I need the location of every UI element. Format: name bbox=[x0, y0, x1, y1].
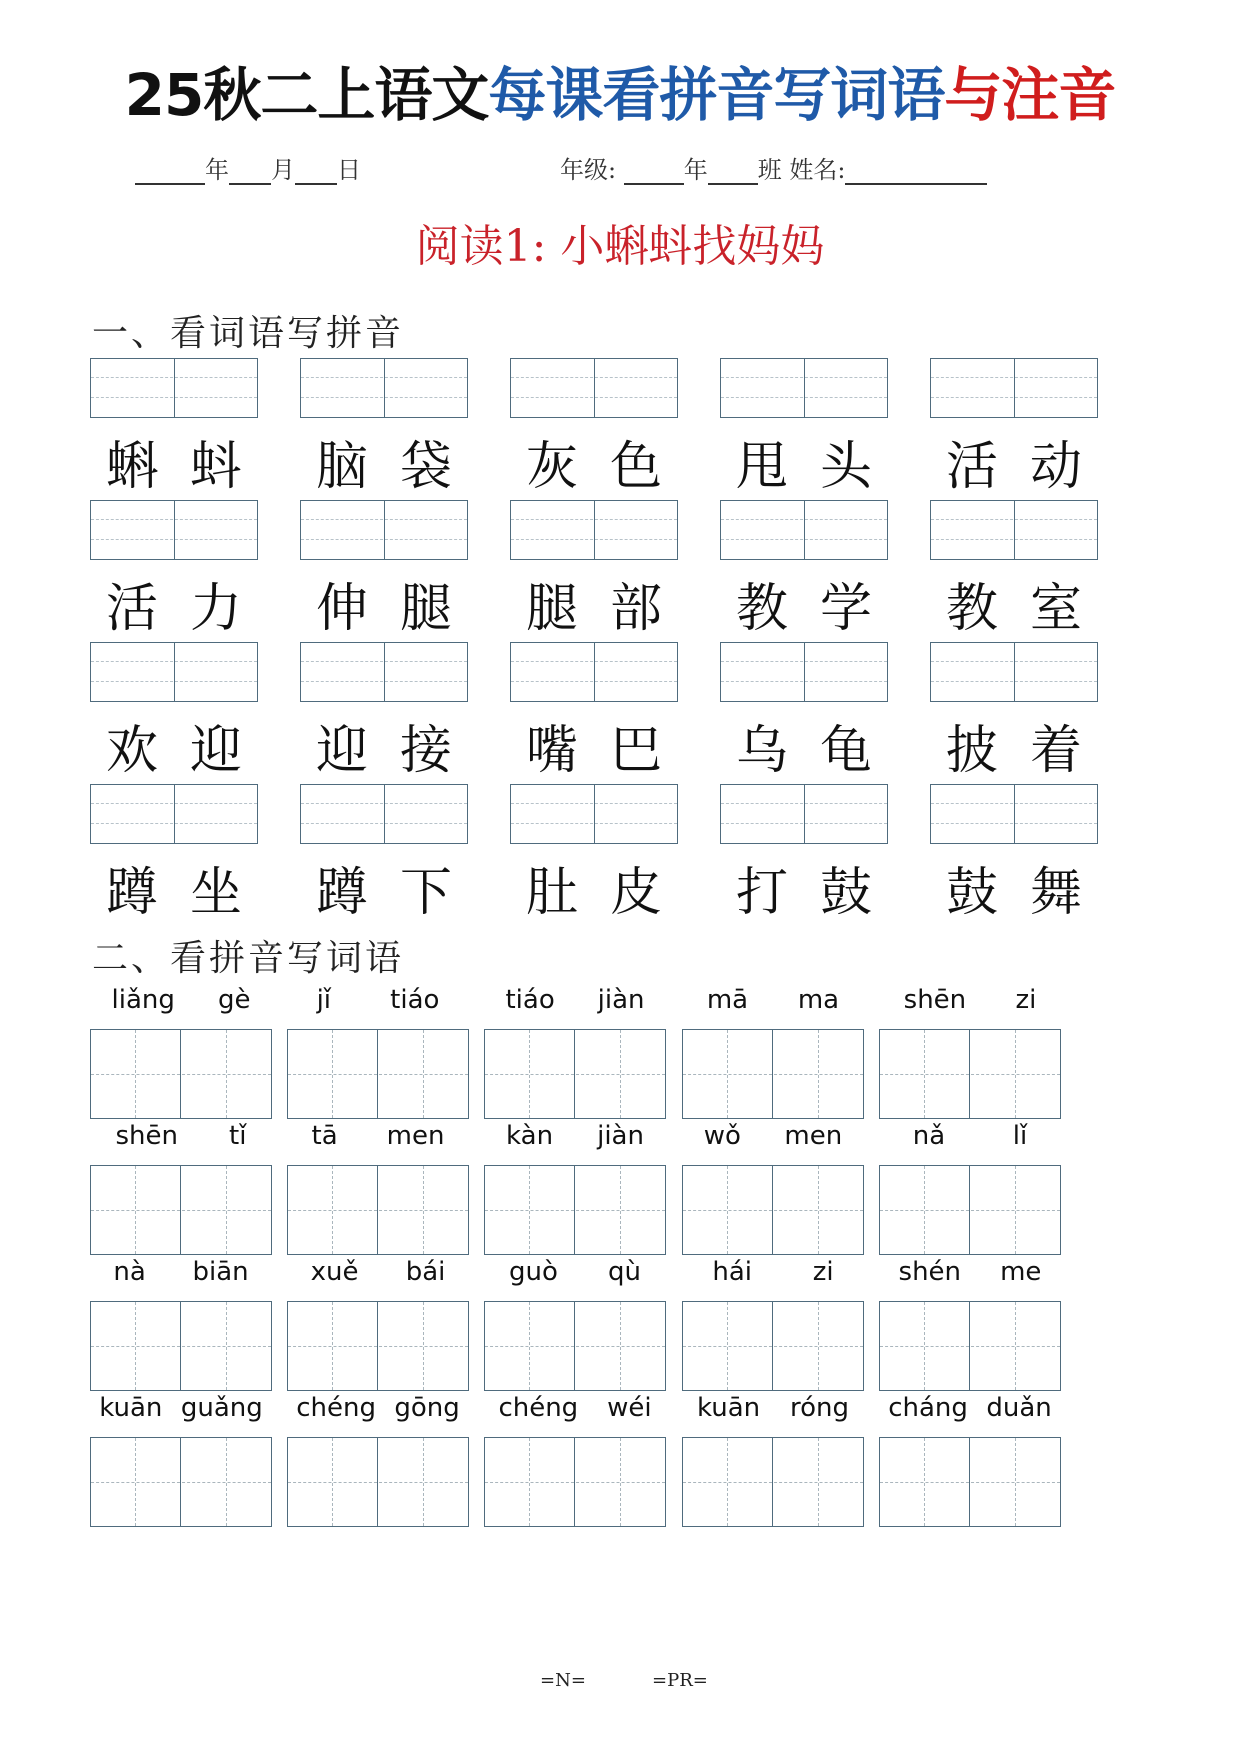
pinyin-syllable: kuān bbox=[696, 1393, 761, 1423]
word-characters bbox=[90, 850, 258, 925]
word-item bbox=[510, 642, 680, 782]
word-characters bbox=[720, 566, 888, 641]
word-item bbox=[90, 500, 260, 640]
pinyin-writing-box[interactable] bbox=[90, 642, 258, 702]
pinyin-syllable: zi bbox=[1015, 985, 1037, 1015]
pinyin-item bbox=[484, 1257, 666, 1393]
character-writing-box[interactable] bbox=[90, 1301, 272, 1391]
hanzi-char: 袋 bbox=[399, 437, 452, 497]
day-blank[interactable] bbox=[295, 161, 337, 185]
pinyin-writing-box[interactable] bbox=[930, 642, 1098, 702]
word-characters bbox=[90, 424, 258, 499]
pinyin-syllable: shēn bbox=[903, 985, 967, 1015]
hanzi-char: 学 bbox=[819, 579, 872, 639]
footer-mark-left: =N= bbox=[540, 1670, 586, 1691]
pinyin-syllable: tiáo bbox=[390, 985, 440, 1015]
pinyin-item bbox=[484, 1393, 666, 1529]
hanzi-char: 室 bbox=[1029, 579, 1082, 639]
pinyin-item bbox=[879, 1121, 1061, 1257]
hanzi-char: 蹲 bbox=[105, 863, 158, 923]
pinyin-item bbox=[287, 1121, 469, 1257]
pinyin-syllable: duǎn bbox=[986, 1393, 1052, 1423]
pinyin-item bbox=[484, 1121, 666, 1257]
pinyin-label bbox=[879, 1121, 1061, 1151]
pinyin-writing-box[interactable] bbox=[720, 642, 888, 702]
year-label: 年 bbox=[205, 156, 229, 184]
date-line bbox=[135, 150, 361, 185]
name-blank[interactable] bbox=[845, 161, 987, 185]
pinyin-syllable: nǎ bbox=[912, 1121, 946, 1151]
pinyin-item bbox=[879, 1393, 1061, 1529]
word-item bbox=[930, 500, 1100, 640]
hanzi-char: 巴 bbox=[609, 721, 662, 781]
pinyin-syllable: kàn bbox=[506, 1121, 554, 1151]
pinyin-syllable: kuān bbox=[99, 1393, 163, 1423]
pinyin-syllable: shén bbox=[898, 1257, 962, 1287]
hanzi-char: 部 bbox=[609, 579, 662, 639]
pinyin-syllable: tiáo bbox=[505, 985, 555, 1015]
pinyin-syllable: liǎng bbox=[111, 985, 175, 1015]
pinyin-label bbox=[879, 1393, 1061, 1423]
hanzi-char: 活 bbox=[105, 579, 158, 639]
lesson-title: 阅读1: 小蝌蚪找妈妈 bbox=[415, 221, 825, 272]
pinyin-syllable: guò bbox=[509, 1257, 558, 1287]
character-writing-box[interactable] bbox=[879, 1301, 1061, 1391]
title-part-task: 每课看拼音写词语 bbox=[488, 61, 945, 129]
pinyin-writing-box[interactable] bbox=[90, 784, 258, 844]
pinyin-label bbox=[287, 985, 469, 1015]
word-item bbox=[930, 358, 1100, 498]
grade-label: 年级: bbox=[560, 156, 617, 184]
word-item bbox=[90, 358, 260, 498]
pinyin-syllable: chéng bbox=[498, 1393, 579, 1423]
pinyin-item bbox=[682, 1257, 864, 1393]
hanzi-char: 蝌 bbox=[105, 437, 158, 497]
word-item bbox=[930, 642, 1100, 782]
hanzi-char: 灰 bbox=[525, 437, 578, 497]
character-writing-box[interactable] bbox=[90, 1437, 272, 1527]
word-characters bbox=[300, 708, 468, 783]
character-writing-box[interactable] bbox=[879, 1165, 1061, 1255]
hanzi-char: 舞 bbox=[1029, 863, 1082, 923]
character-writing-box[interactable] bbox=[90, 1165, 272, 1255]
pinyin-syllable: guǎng bbox=[180, 1393, 263, 1423]
pinyin-label bbox=[682, 985, 864, 1015]
pinyin-syllable: róng bbox=[790, 1393, 850, 1423]
word-item bbox=[720, 358, 890, 498]
character-writing-box[interactable] bbox=[484, 1437, 666, 1527]
hanzi-char: 腿 bbox=[399, 579, 452, 639]
pinyin-writing-box[interactable] bbox=[720, 784, 888, 844]
pinyin-label bbox=[484, 1393, 666, 1423]
pinyin-syllable: lǐ bbox=[1012, 1121, 1028, 1151]
hanzi-char: 教 bbox=[735, 579, 788, 639]
pinyin-writing-box[interactable] bbox=[300, 642, 468, 702]
word-item bbox=[930, 784, 1100, 924]
character-writing-box[interactable] bbox=[287, 1165, 469, 1255]
pinyin-label bbox=[879, 985, 1061, 1015]
hanzi-char: 鼓 bbox=[945, 863, 998, 923]
word-characters bbox=[90, 708, 258, 783]
pinyin-writing-box[interactable] bbox=[930, 358, 1098, 418]
month-label: 月 bbox=[271, 156, 295, 184]
title-part-grade: 25秋二上语文 bbox=[124, 61, 489, 129]
hanzi-char: 乌 bbox=[735, 721, 788, 781]
pinyin-syllable: jiàn bbox=[597, 985, 645, 1015]
pinyin-syllable: zi bbox=[812, 1257, 834, 1287]
character-writing-box[interactable] bbox=[90, 1029, 272, 1119]
pinyin-label bbox=[287, 1121, 469, 1151]
word-item bbox=[90, 642, 260, 782]
hanzi-char: 下 bbox=[399, 863, 452, 923]
word-characters bbox=[510, 566, 678, 641]
character-writing-box[interactable] bbox=[879, 1029, 1061, 1119]
character-writing-box[interactable] bbox=[287, 1437, 469, 1527]
word-item bbox=[510, 500, 680, 640]
hanzi-char: 伸 bbox=[315, 579, 368, 639]
pinyin-syllable: wéi bbox=[607, 1393, 652, 1423]
title-part-phonetic: 与注音 bbox=[944, 61, 1116, 129]
class-label: 班 bbox=[757, 156, 782, 184]
pinyin-label bbox=[484, 985, 666, 1015]
word-characters bbox=[720, 850, 888, 925]
month-blank[interactable] bbox=[229, 161, 271, 185]
character-writing-box[interactable] bbox=[879, 1437, 1061, 1527]
pinyin-syllable: qù bbox=[607, 1257, 641, 1287]
footer-mark-right: =PR= bbox=[652, 1670, 708, 1691]
word-item bbox=[300, 784, 470, 924]
section2-heading: 二、看拼音写词语 bbox=[92, 938, 405, 979]
word-item bbox=[300, 358, 470, 498]
pinyin-syllable: men bbox=[386, 1121, 445, 1151]
pinyin-writing-box[interactable] bbox=[720, 358, 888, 418]
pinyin-syllable: men bbox=[784, 1121, 843, 1151]
hanzi-char: 活 bbox=[945, 437, 998, 497]
pinyin-syllable: ma bbox=[797, 985, 840, 1015]
worksheet-title bbox=[0, 48, 1240, 132]
pinyin-writing-box[interactable] bbox=[300, 358, 468, 418]
word-characters bbox=[720, 708, 888, 783]
pinyin-syllable: shēn bbox=[115, 1121, 179, 1151]
character-writing-box[interactable] bbox=[287, 1029, 469, 1119]
word-item bbox=[300, 642, 470, 782]
pinyin-syllable: biān bbox=[192, 1257, 249, 1287]
word-item bbox=[720, 784, 890, 924]
pinyin-label bbox=[682, 1121, 864, 1151]
character-writing-box[interactable] bbox=[484, 1301, 666, 1391]
pinyin-syllable: xuě bbox=[310, 1257, 359, 1287]
hanzi-char: 欢 bbox=[105, 721, 158, 781]
pinyin-syllable: tā bbox=[311, 1121, 338, 1151]
pinyin-label bbox=[682, 1393, 864, 1423]
pinyin-label bbox=[879, 1257, 1061, 1287]
word-item bbox=[720, 500, 890, 640]
pinyin-writing-box[interactable] bbox=[90, 500, 258, 560]
pinyin-item bbox=[287, 985, 469, 1121]
pinyin-syllable: chéng bbox=[296, 1393, 376, 1423]
pinyin-label bbox=[90, 1121, 272, 1151]
pinyin-writing-box[interactable] bbox=[930, 500, 1098, 560]
pinyin-writing-box[interactable] bbox=[510, 500, 678, 560]
year-blank[interactable] bbox=[135, 161, 205, 185]
pinyin-writing-box[interactable] bbox=[300, 784, 468, 844]
hanzi-char: 着 bbox=[1029, 721, 1082, 781]
grade-blank[interactable] bbox=[624, 161, 684, 185]
character-writing-box[interactable] bbox=[682, 1301, 864, 1391]
word-characters bbox=[720, 424, 888, 499]
word-item bbox=[300, 500, 470, 640]
character-writing-box[interactable] bbox=[484, 1029, 666, 1119]
hanzi-char: 动 bbox=[1029, 437, 1082, 497]
word-characters bbox=[930, 424, 1098, 499]
pinyin-label bbox=[287, 1393, 469, 1423]
hanzi-char: 鼓 bbox=[819, 863, 872, 923]
word-characters bbox=[930, 566, 1098, 641]
character-writing-box[interactable] bbox=[287, 1301, 469, 1391]
pinyin-label bbox=[90, 985, 272, 1015]
pinyin-item bbox=[287, 1257, 469, 1393]
word-item bbox=[510, 784, 680, 924]
hanzi-char: 龟 bbox=[819, 721, 872, 781]
pinyin-writing-box[interactable] bbox=[510, 358, 678, 418]
hanzi-char: 力 bbox=[189, 579, 242, 639]
pinyin-item bbox=[90, 1121, 272, 1257]
word-characters bbox=[510, 850, 678, 925]
pinyin-syllable: nà bbox=[113, 1257, 146, 1287]
pinyin-writing-box[interactable] bbox=[300, 500, 468, 560]
pinyin-label bbox=[90, 1257, 272, 1287]
pinyin-item bbox=[682, 985, 864, 1121]
hanzi-char: 蹲 bbox=[315, 863, 368, 923]
pinyin-syllable: bái bbox=[405, 1257, 446, 1287]
hanzi-char: 坐 bbox=[189, 863, 242, 923]
hanzi-char: 嘴 bbox=[525, 721, 578, 781]
hanzi-char: 腿 bbox=[525, 579, 578, 639]
hanzi-char: 迎 bbox=[189, 721, 242, 781]
section1-heading: 一、看词语写拼音 bbox=[92, 313, 405, 354]
pinyin-item bbox=[287, 1393, 469, 1529]
pinyin-item bbox=[90, 1257, 272, 1393]
day-label: 日 bbox=[337, 156, 361, 184]
word-characters bbox=[930, 850, 1098, 925]
word-item bbox=[720, 642, 890, 782]
pinyin-writing-box[interactable] bbox=[510, 784, 678, 844]
pinyin-writing-box[interactable] bbox=[510, 642, 678, 702]
pinyin-writing-box[interactable] bbox=[930, 784, 1098, 844]
pinyin-item bbox=[682, 1121, 864, 1257]
pinyin-label bbox=[682, 1257, 864, 1287]
word-characters bbox=[90, 566, 258, 641]
pinyin-writing-box[interactable] bbox=[720, 500, 888, 560]
word-characters bbox=[510, 424, 678, 499]
word-characters bbox=[510, 708, 678, 783]
pinyin-item bbox=[682, 1393, 864, 1529]
hanzi-char: 迎 bbox=[315, 721, 368, 781]
pinyin-item bbox=[879, 1257, 1061, 1393]
hanzi-char: 接 bbox=[399, 721, 452, 781]
word-item bbox=[90, 784, 260, 924]
character-writing-box[interactable] bbox=[682, 1165, 864, 1255]
pinyin-label bbox=[484, 1257, 666, 1287]
pinyin-item bbox=[879, 985, 1061, 1121]
hanzi-char: 蚪 bbox=[189, 437, 242, 497]
pinyin-label bbox=[484, 1121, 666, 1151]
hanzi-char: 皮 bbox=[609, 863, 662, 923]
pinyin-syllable: wǒ bbox=[703, 1121, 741, 1151]
word-characters bbox=[300, 850, 468, 925]
hanzi-char: 脑 bbox=[315, 437, 368, 497]
pinyin-syllable: hái bbox=[712, 1257, 752, 1287]
pinyin-item bbox=[484, 985, 666, 1121]
pinyin-syllable: cháng bbox=[888, 1393, 968, 1423]
hanzi-char: 头 bbox=[819, 437, 872, 497]
character-writing-box[interactable] bbox=[682, 1029, 864, 1119]
pinyin-syllable: tǐ bbox=[229, 1121, 247, 1151]
hanzi-char: 教 bbox=[945, 579, 998, 639]
pinyin-label bbox=[90, 1393, 272, 1423]
pinyin-syllable: jǐ bbox=[316, 985, 332, 1015]
pinyin-syllable: jiàn bbox=[597, 1121, 644, 1151]
hanzi-char: 色 bbox=[609, 437, 662, 497]
hanzi-char: 打 bbox=[735, 863, 788, 923]
pinyin-item bbox=[90, 1393, 272, 1529]
pinyin-syllable: me bbox=[1000, 1257, 1042, 1287]
character-writing-box[interactable] bbox=[484, 1165, 666, 1255]
word-characters bbox=[300, 424, 468, 499]
word-characters bbox=[930, 708, 1098, 783]
pinyin-item bbox=[90, 985, 272, 1121]
pinyin-syllable: mā bbox=[706, 985, 749, 1015]
character-writing-box[interactable] bbox=[682, 1437, 864, 1527]
pinyin-syllable: gōng bbox=[394, 1393, 460, 1423]
pinyin-syllable: gè bbox=[217, 985, 251, 1015]
hanzi-char: 肚 bbox=[525, 863, 578, 923]
word-item bbox=[510, 358, 680, 498]
hanzi-char: 披 bbox=[945, 721, 998, 781]
pinyin-writing-box[interactable] bbox=[90, 358, 258, 418]
name-label: 姓名: bbox=[789, 156, 846, 184]
class-blank[interactable] bbox=[708, 161, 758, 185]
pinyin-label bbox=[287, 1257, 469, 1287]
hanzi-char: 甩 bbox=[735, 437, 788, 497]
student-info-line bbox=[560, 150, 987, 185]
grade-year-label: 年 bbox=[683, 156, 708, 184]
word-characters bbox=[300, 566, 468, 641]
